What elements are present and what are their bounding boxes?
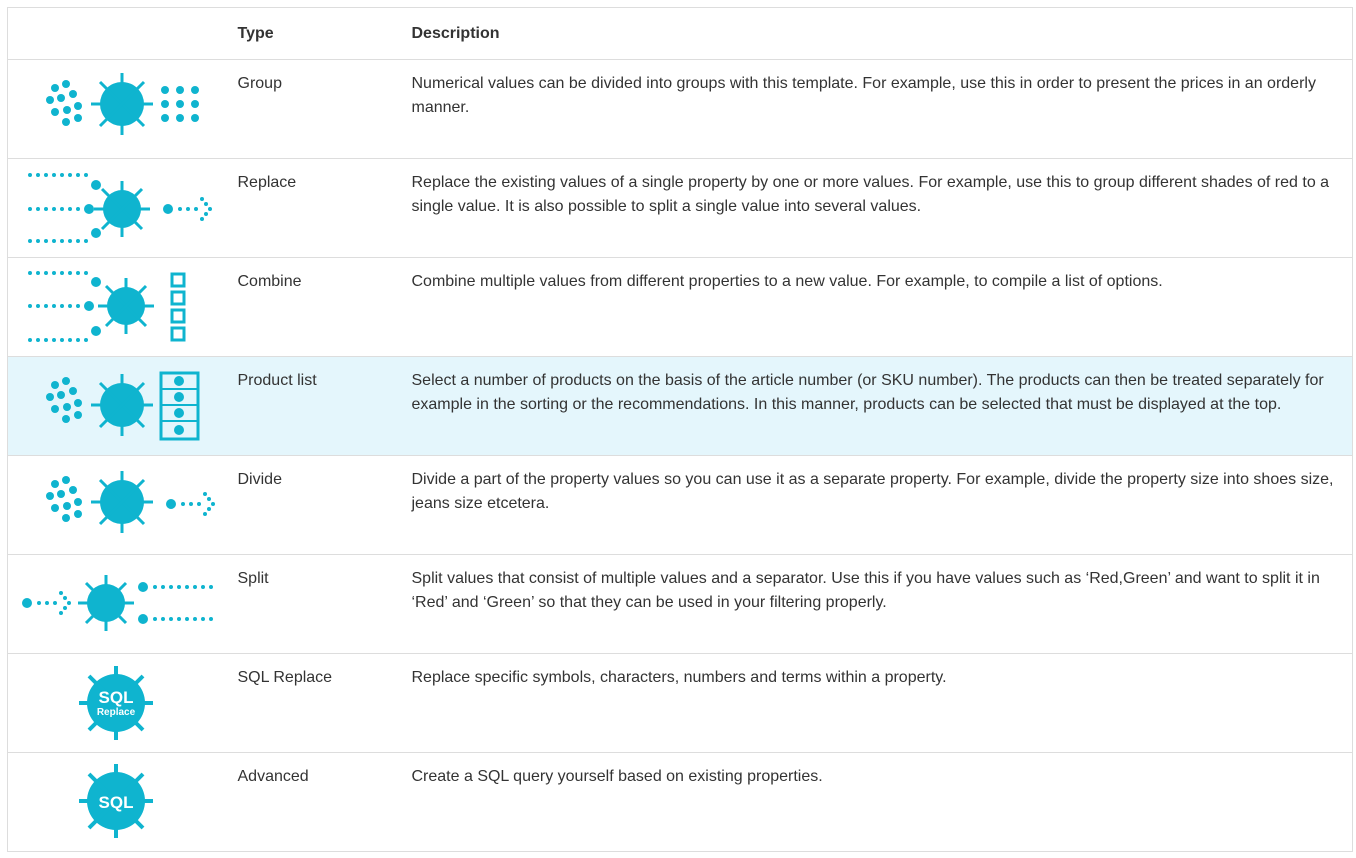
table-row [8,357,1353,456]
sql-advanced-icon-text: SQL [98,793,134,812]
type-cell: Replace [232,159,406,258]
template-types-table [7,7,1353,852]
type-cell: Product list [232,357,406,456]
icon-cell [8,258,232,357]
group-icon [8,60,232,158]
replace-icon [8,159,232,257]
sql-replace-icon-subtext: Replace [96,707,136,718]
product-list-icon [8,357,232,455]
description-cell: Replace specific symbols, characters, numbers and terms within a property. [406,654,1353,753]
header-description: Description [406,8,1353,60]
type-cell: Advanced [232,753,406,852]
type-cell: SQL Replace [232,654,406,753]
icon-cell [8,456,232,555]
type-cell: Split [232,555,406,654]
table-row [8,60,1353,159]
type-cell: Combine [232,258,406,357]
icon-cell [8,654,232,753]
table-header-row [8,8,1353,60]
table-row [8,654,1353,753]
description-cell: Numerical values can be divided into groups with this template. For example, use this in order to present the prices in an orderly manner. [406,60,1353,159]
table-row [8,456,1353,555]
icon-cell [8,555,232,654]
icon-cell [8,60,232,159]
icon-cell [8,753,232,852]
description-cell: Select a number of products on the basis of the article number (or SKU number). The products can then be treated separately for example in the sorting or the recommendations. In this manner, products can be selected that must be displayed at the top. [406,357,1353,456]
icon-cell [8,159,232,258]
description-cell: Divide a part of the property values so you can use it as a separate property. For example, divide the property size into shoes size, jeans size etcetera. [406,456,1353,555]
divide-icon [8,456,232,554]
table-row [8,555,1353,654]
combine-icon [8,258,232,356]
table-row [8,258,1353,357]
header-type: Type [232,8,406,60]
table-row [8,753,1353,852]
icon-cell [8,357,232,456]
description-cell: Create a SQL query yourself based on existing properties. [406,753,1353,852]
header-icon [8,8,232,60]
description-cell: Replace the existing values of a single property by one or more values. For example, use this to group different shades of red to a single value. It is also possible to split a single value into several values. [406,159,1353,258]
table-row [8,159,1353,258]
sql-advanced-icon [8,753,232,851]
template-types-table-wrapper [7,7,1352,852]
sql-replace-icon-text: SQL [98,688,134,707]
description-cell: Split values that consist of multiple values and a separator. Use this if you have values such as ‘Red,Green’ and want to split it in ‘Red’ and ‘Green’ so that they can be used in your filtering properly. [406,555,1353,654]
description-cell: Combine multiple values from different properties to a new value. For example, to compile a list of options. [406,258,1353,357]
type-cell: Group [232,60,406,159]
split-icon [8,555,232,653]
sql-replace-icon [8,654,232,752]
type-cell: Divide [232,456,406,555]
